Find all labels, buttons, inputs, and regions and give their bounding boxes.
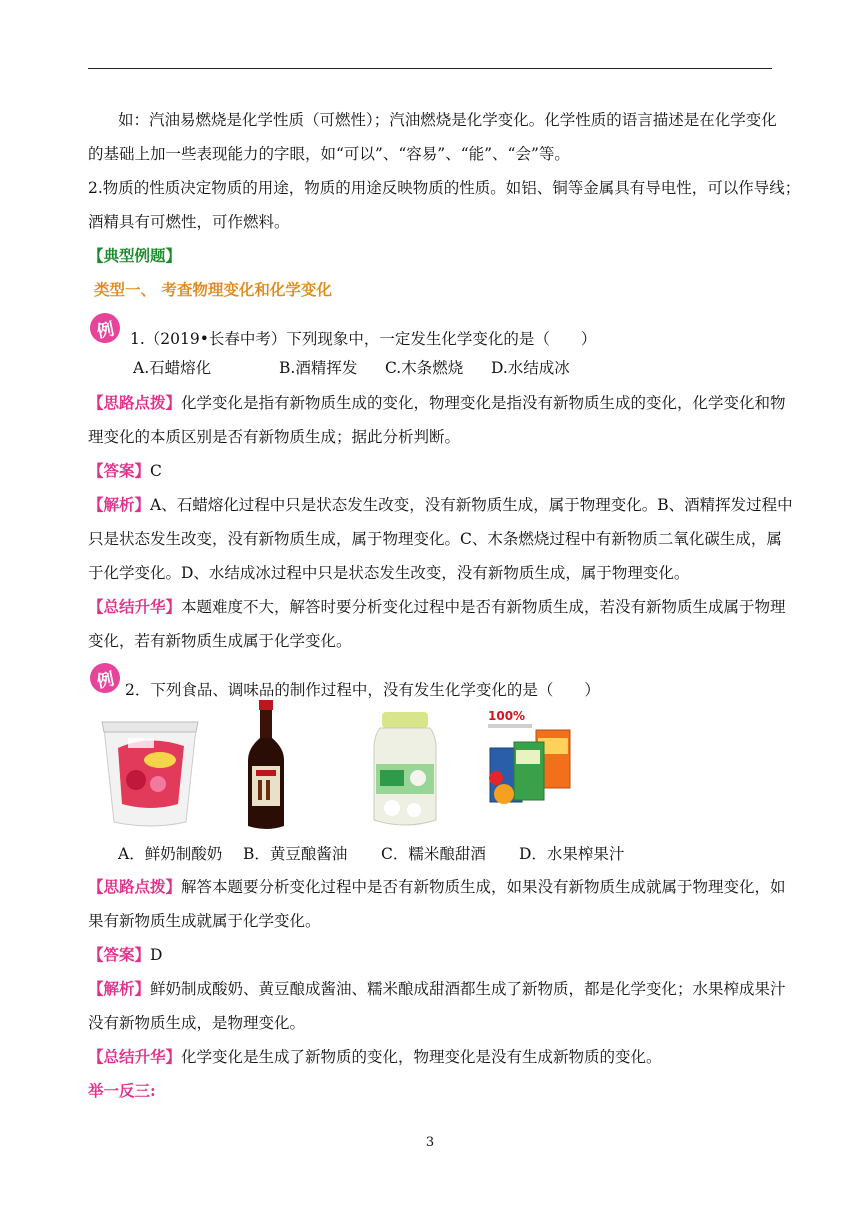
- analysis-text: 于化学变化。D、水结成冰过程中只是状态发生改变，没有新物质生成，属于物理变化。: [88, 564, 690, 582]
- analysis-line: [88, 494, 793, 516]
- option-b: B.酒精挥发: [279, 359, 358, 377]
- hint-label: 【思路点拨】: [88, 393, 182, 412]
- question-options: [133, 357, 570, 379]
- answer-label: 【答案】: [88, 945, 151, 964]
- hint-text: 理变化的本质区别是否有新物质生成；据此分析判断。: [88, 428, 461, 446]
- section-title: 【典型例题】: [88, 246, 182, 265]
- practice-title: 举一反三:: [88, 1081, 156, 1100]
- option-a: A.石蜡熔化: [133, 359, 212, 377]
- analysis-label: 【解析】: [88, 979, 151, 998]
- question-stem: 1.（2019•长春中考）下列现象中，一定发生化学变化的是（ ）: [130, 330, 597, 348]
- hint-text: 果有新物质生成就属于化学变化。: [88, 912, 321, 930]
- summary-line: [88, 596, 786, 618]
- summary-text: 化学变化是生成了新物质的变化，物理变化是没有生成新物质的变化。: [181, 1048, 662, 1066]
- option-a: A．鲜奶制酸奶: [118, 845, 223, 863]
- hint-line: [88, 876, 786, 898]
- paragraph-line: 酒精具有可燃性，可作燃料。: [88, 213, 290, 231]
- hint-text: 解答本题要分析变化过程中是否有新物质生成，如果没有新物质生成就属于物理变化，如: [181, 878, 786, 896]
- analysis-text: 只是状态发生改变，没有新物质生成，属于物理变化。C、木条燃烧过程中有新物质二氧化碳生成，属: [88, 530, 782, 548]
- option-d: D．水果榨果汁: [519, 845, 625, 863]
- hint-line: [88, 392, 786, 414]
- option-d: D.水结成冰: [491, 359, 570, 377]
- paragraph-line: 2.物质的性质决定物质的用途，物质的用途反映物质的性质。如铝、铜等金属具有导电性，可以作导线；: [88, 179, 801, 197]
- yogurt-cup-image: [98, 718, 202, 830]
- summary-line: [88, 1046, 662, 1068]
- analysis-line: [88, 978, 786, 1000]
- header-rule: [88, 68, 772, 69]
- answer-label: 【答案】: [88, 461, 151, 480]
- analysis-text: 没有新物质生成，是物理变化。: [88, 1014, 306, 1032]
- answer-line: [88, 944, 162, 966]
- summary-text: 本题难度不大，解答时要分析变化过程中是否有新物质生成，若没有新物质生成属于物理: [181, 598, 786, 616]
- option-b: B．黄豆酿酱油: [243, 845, 348, 863]
- summary-label: 【总结升华】: [88, 1047, 182, 1066]
- type-title: 类型一、 考查物理变化和化学变化: [94, 280, 332, 299]
- rice-wine-jar-image: [370, 712, 440, 830]
- answer-line: [88, 460, 162, 482]
- question-options: [118, 843, 624, 865]
- option-c: C．糯米酿甜酒: [381, 845, 486, 863]
- example-badge-icon: 例: [87, 660, 123, 696]
- hint-text: 化学变化是指有新物质生成的变化，物理变化是指没有新物质生成的变化，化学变化和物: [181, 394, 786, 412]
- summary-text: 变化，若有新物质生成属于化学变化。: [88, 632, 352, 650]
- analysis-text: A、石蜡熔化过程中只是状态发生改变，没有新物质生成，属于物理变化。B、酒精挥发过程中: [150, 496, 793, 514]
- hint-label: 【思路点拨】: [88, 877, 182, 896]
- paragraph-line: 的基础上加一些表现能力的字眼，如“可以”、“容易”、“能”、“会”等。: [88, 145, 570, 163]
- analysis-label: 【解析】: [88, 495, 151, 514]
- example-badge-icon: 例: [87, 310, 123, 346]
- question-stem: 2．下列食品、调味品的制作过程中，没有发生化学变化的是（ ）: [125, 681, 600, 699]
- analysis-text: 鲜奶制成酸奶、黄豆酿成酱油、糯米酿成甜酒都生成了新物质，都是化学变化；水果榨成果汁: [150, 980, 786, 998]
- answer-value: D: [150, 946, 163, 964]
- option-c: C.木条燃烧: [385, 359, 464, 377]
- summary-label: 【总结升华】: [88, 597, 182, 616]
- paragraph-line: 如：汽油易燃烧是化学性质（可燃性）；汽油燃烧是化学变化。化学性质的语言描述是在化学变化: [118, 111, 777, 129]
- juice-percent-label: 100%: [488, 709, 526, 723]
- page-number: 3: [425, 1135, 435, 1150]
- fruit-juice-boxes-image: [484, 708, 576, 812]
- answer-value: C: [150, 462, 162, 480]
- soy-sauce-bottle-image: [242, 700, 290, 830]
